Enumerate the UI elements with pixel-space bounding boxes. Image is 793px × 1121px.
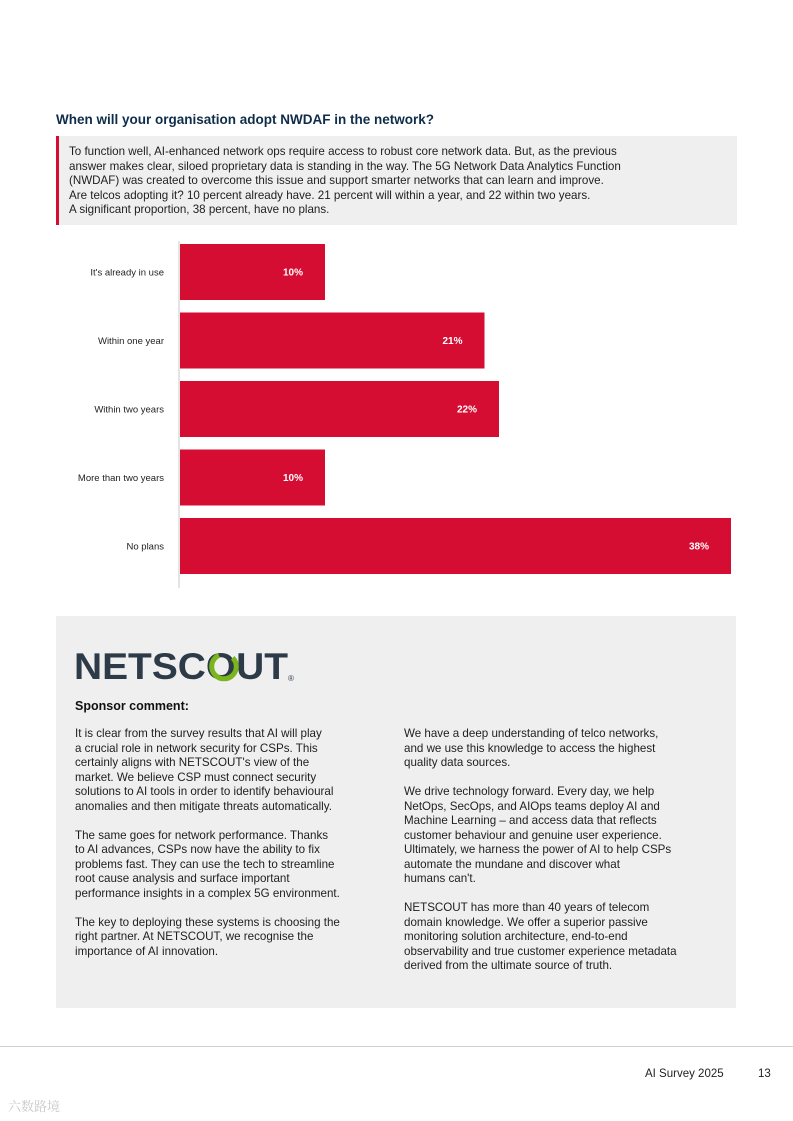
sponsor-line: a crucial role in network security for CSPs. This: [75, 741, 318, 755]
intro-line: (NWDAF) was created to overcome this issue and support smarter networks that can learn and improve.: [69, 174, 604, 187]
bar: [180, 381, 499, 437]
category-tick-label: No plans: [126, 541, 164, 553]
bar-value-label: 22%: [456, 404, 477, 416]
category-tick-label: It's already in use: [90, 267, 164, 279]
sponsor-line: derived from the ultimate source of truth.: [404, 959, 613, 972]
sponsor-line: anomalies and then mitigate threats automatically.: [75, 799, 332, 813]
sponsor-line: solutions to AI tools in order to identify behavioural: [75, 785, 334, 798]
sponsor-line: NetOps, SecOps, and AIOps teams deploy AI and: [404, 799, 660, 813]
sponsor-line: customer behaviour and genuine user experience.: [404, 828, 662, 842]
netscout-logo: [74, 646, 304, 690]
footer-report-title: AI Survey 2025: [645, 1068, 724, 1080]
sponsor-line: The same goes for network performance. Thanks: [75, 828, 329, 842]
sponsor-paragraph: [75, 727, 387, 814]
sponsor-paragraph: [404, 727, 722, 771]
watermark: 六数路境: [8, 1099, 61, 1114]
sponsor-line: monitoring solution architecture, end-to-end: [404, 930, 628, 943]
registered-mark: ®: [288, 674, 294, 683]
sponsor-line: importance of AI innovation.: [75, 944, 219, 958]
sponsor-panel: [56, 616, 736, 1008]
sponsor-paragraph: [75, 829, 387, 902]
sponsor-right-column: [404, 727, 722, 988]
sponsor-line: humans can't.: [404, 872, 476, 885]
intro-line: A significant proportion, 38 percent, have no plans.: [69, 203, 330, 216]
sponsor-line: We have a deep understanding of telco networks,: [404, 727, 659, 740]
netscout-logo-text: NETSCOUT: [74, 646, 289, 687]
bar-value-label: 38%: [688, 541, 709, 553]
question-heading: When will your organisation adopt NWDAF in the network?: [56, 112, 434, 127]
intro-line: answer makes clear, siloed proprietary data is standing in the way. The 5G Network Data Analytics Function: [69, 159, 621, 173]
bar: [180, 313, 485, 369]
sponsor-paragraph: [404, 901, 722, 974]
intro-box: [56, 136, 737, 225]
sponsor-line: quality data sources.: [404, 756, 511, 769]
sponsor-line: problems fast. They can use the tech to streamline: [75, 857, 335, 871]
bar-value-label: 10%: [282, 473, 303, 484]
sponsor-line: and we use this knowledge to access the highest: [404, 741, 656, 755]
sponsor-line: performance insights in a complex 5G environment.: [75, 886, 340, 900]
sponsor-line: It is clear from the survey results that AI will play: [75, 727, 322, 740]
page-number: 13: [758, 1068, 771, 1080]
sponsor-paragraph: [75, 916, 387, 960]
sponsor-line: Ultimately, we harness the power of AI to help CSPs: [404, 843, 672, 856]
sponsor-line: domain knowledge. We offer a superior passive: [404, 915, 648, 929]
bar-value-label: 21%: [442, 336, 463, 347]
sponsor-line: The key to deploying these systems is choosing the: [75, 915, 340, 929]
bar: [180, 518, 731, 574]
sponsor-line: NETSCOUT has more than 40 years of telecom: [404, 901, 650, 914]
category-tick-label: Within one year: [97, 336, 164, 347]
sponsor-line: market. We believe CSP must connect security: [75, 770, 317, 784]
sponsor-line: certainly aligns with NETSCOUT's view of the: [75, 756, 310, 769]
category-tick-label: More than two years: [77, 473, 164, 484]
sponsor-line: Machine Learning – and access data that reflects: [404, 814, 657, 827]
sponsor-line: root cause analysis and surface important: [75, 872, 290, 885]
intro-line: To function well, AI-enhanced network ops require access to robust core network data. But, as the previous: [69, 145, 617, 158]
bar-value-label: 10%: [282, 267, 303, 279]
footer-divider: [0, 1046, 793, 1047]
bar: [180, 450, 325, 506]
sponsor-left-column: [75, 727, 387, 974]
adoption-bar-chart: [0, 235, 793, 595]
sponsor-line: right partner. At NETSCOUT, we recognise the: [75, 930, 314, 943]
sponsor-line: We drive technology forward. Every day, we help: [404, 785, 655, 798]
intro-line: Are telcos adopting it? 10 percent already have. 21 percent will within a year, and 22 within two years.: [69, 188, 591, 202]
sponsor-line: to AI advances, CSPs now have the ability to fix: [75, 843, 320, 856]
sponsor-paragraph: [404, 785, 722, 887]
category-tick-label: Within two years: [94, 404, 164, 416]
sponsor-line: observability and true customer experience metadata: [404, 944, 677, 958]
sponsor-comment-title: Sponsor comment:: [75, 699, 189, 713]
sponsor-line: automate the mundane and discover what: [404, 857, 620, 871]
bar: [180, 244, 325, 300]
